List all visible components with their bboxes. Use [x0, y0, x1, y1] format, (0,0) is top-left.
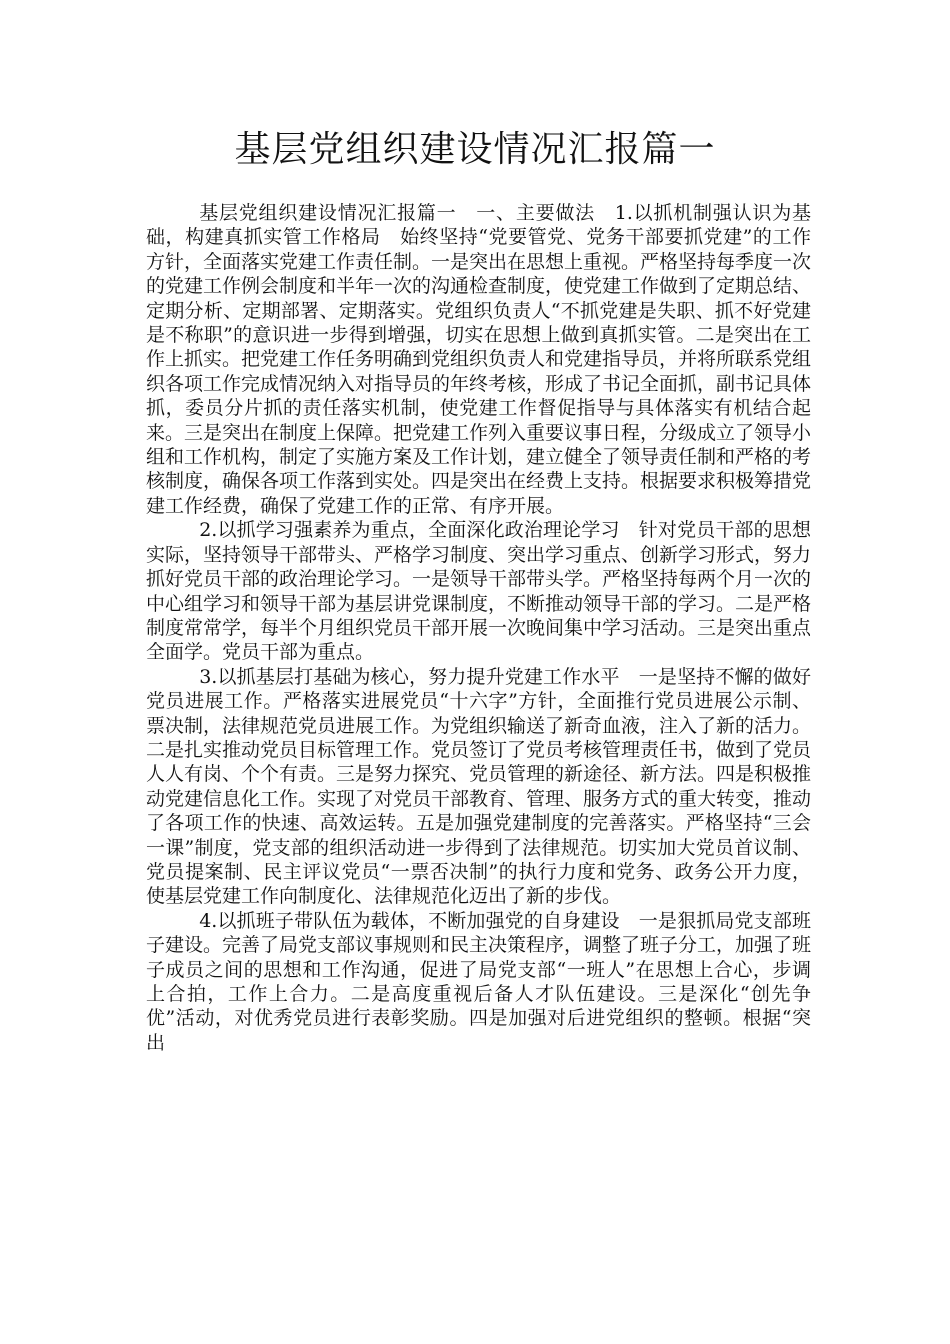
- paragraph-4: 4.以抓班子带队伍为载体，不断加强党的自身建设 一是狠抓局党支部班子建设。完善了局党支部议事规则和民主决策程序，调整了班子分工，加强了班子成员之间的思想和工作沟通，促进了局党支部“一班人”在思想上合心，步调上合拍，工作上合力。二是高度重视后备人才队伍建设。三是深化“创先争优”活动，对优秀党员进行表彰奖励。四是加强对后进党组织的整顿。根据“突出: [146, 909, 812, 1054]
- document-title: 基层党组织建设情况汇报篇一: [234, 129, 716, 170]
- paragraph-3: 3.以抓基层打基础为核心，努力提升党建工作水平 一是坚持不懈的做好党员进展工作。严格落实进展党员“十六字”方针，全面推行党员进展公示制、票决制，法律规范党员进展工作。为党组织输送了新奇血液，注入了新的活力。二是扎实推动党员目标管理工作。党员签订了党员考核管理责任书，做到了党员人人有岗、个个有责。三是努力探究、党员管理的新途径、新方法。四是积极推动党建信息化工作。实现了对党员干部教育、管理、服务方式的重大转变，推动了各项工作的快速、高效运转。五是加强党建制度的完善落实。严格坚持“三会一课”制度，党支部的组织活动进一步得到了法律规范。切实加大党员首议制、党员提案制、民主评议党员“一票否决制”的执行力度和党务、政务公开力度，使基层党建工作向制度化、法律规范化迈出了新的步伐。: [146, 665, 812, 908]
- paragraph-2: 2.以抓学习强素养为重点，全面深化政治理论学习 针对党员干部的思想实际，坚持领导干部带头、严格学习制度、突出学习重点、创新学习形式，努力抓好党员干部的政治理论学习。一是领导干部带头学。严格坚持每两个月一次的中心组学习和领导干部为基层讲党课制度，不断推动领导干部的学习。二是严格制度常常学，每半个月组织党员干部开展一次晚间集中学习活动。三是突出重点全面学。党员干部为重点。: [146, 519, 812, 664]
- paragraph-1: 基层党组织建设情况汇报篇一 一、主要做法 1.以抓机制强认识为基础，构建真抓实管工作格局 始终坚持“党要管党、党务干部要抓党建”的工作方针，全面落实党建工作责任制。一是突出在思想上重视。严格坚持每季度一次的党建工作例会制度和半年一次的沟通检查制度，使党建工作做到了定期总结、定期分析、定期部署、定期落实。党组织负责人“不抓党建是失职、抓不好党建是不称职”的意识进一步得到增强，切实在思想上做到真抓实管。二是突出在工作上抓实。把党建工作任务明确到党组织负责人和党建指导员，并将所联系党组织各项工作完成情况纳入对指导员的年终考核，形成了书记全面抓，副书记具体抓，委员分片抓的责任落实机制，使党建工作督促指导与具体落实有机结合起来。三是突出在制度上保障。把党建工作列入重要议事日程，分级成立了领导小组和工作机构，制定了实施方案及工作计划，建立健全了领导责任制和严格的考核制度，确保各项工作落到实处。四是突出在经费上支持。根据要求积极筹措党建工作经费，确保了党建工作的正常、有序开展。: [146, 202, 812, 517]
- document-body: [146, 201, 811, 1055]
